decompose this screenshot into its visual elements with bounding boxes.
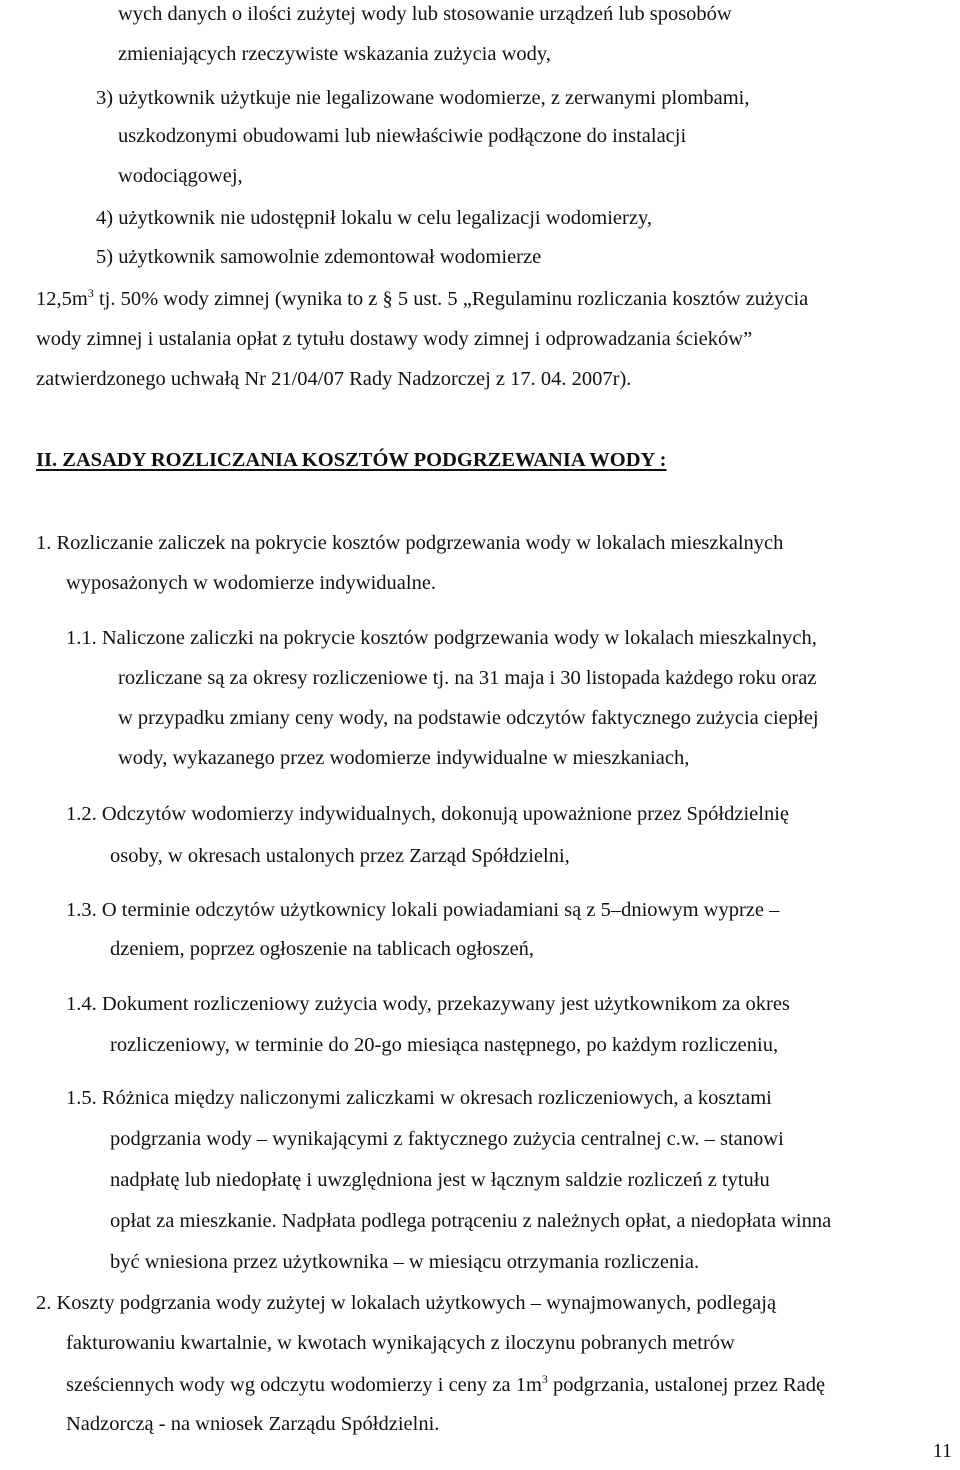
text-line: uszkodzonymi obudowami lub niewłaściwie podłączone do instalacji xyxy=(118,125,687,147)
text-line: zatwierdzonego uchwałą Nr 21/04/07 Rady Nadzorczej z 17. 04. 2007r). xyxy=(36,368,632,390)
list-item-4: 4) użytkownik nie udostępnił lokalu w celu legalizacji wodomierzy, xyxy=(96,207,653,229)
list-item-1-4: 1.4. Dokument rozliczeniowy zużycia wody, przekazywany jest użytkownikom za okres xyxy=(66,993,790,1015)
text-line: rozliczane są za okresy rozliczeniowe tj. na 31 maja i 30 listopada każdego roku oraz xyxy=(118,667,817,689)
list-item-2: 2. Koszty podgrzania wody zużytej w lokalach użytkowych – wynajmowanych, podlegają xyxy=(36,1292,777,1314)
list-item-5: 5) użytkownik samowolnie zdemontował wodomierze xyxy=(96,246,542,268)
superscript: 3 xyxy=(541,1372,548,1386)
text-fragment: tj. 50% wody zimnej (wynika to z § 5 ust. 5 „Regulaminu rozliczania kosztów zużycia xyxy=(93,288,809,310)
page-number: 11 xyxy=(932,1440,952,1462)
text-line: opłat za mieszkanie. Nadpłata podlega potrąceniu z należnych opłat, a niedopłata winna xyxy=(110,1210,832,1232)
text-line: wody, wykazanego przez wodomierze indywidualne w mieszkaniach, xyxy=(118,747,690,769)
text-line-with-superscript xyxy=(66,1373,825,1397)
text-line: fakturowaniu kwartalnie, w kwotach wynikających z iloczynu pobranych metrów xyxy=(66,1332,735,1354)
text-fragment: 12,5m xyxy=(36,288,88,310)
text-line: Nadzorczą - na wniosek Zarządu Spółdzielni. xyxy=(66,1413,440,1435)
text-line: wody zimnej i ustalania opłat z tytułu dostawy wody zimnej i odprowadzania ścieków” xyxy=(36,328,753,350)
text-line: nadpłatę lub niedopłatę i uwzględniona jest w łącznym saldzie rozliczeń z tytułu xyxy=(110,1169,770,1191)
superscript: 3 xyxy=(87,286,94,300)
text-line-with-superscript xyxy=(36,287,808,311)
list-item-3: 3) użytkownik użytkuje nie legalizowane wodomierze, z zerwanymi plombami, xyxy=(96,87,750,109)
text-line: być wniesiona przez użytkownika – w miesiącu otrzymania rozliczenia. xyxy=(110,1251,700,1273)
list-item-1-1: 1.1. Naliczone zaliczki na pokrycie kosztów podgrzewania wody w lokalach mieszkalnych, xyxy=(66,627,817,649)
list-item-1-3: 1.3. O terminie odczytów użytkownicy lokali powiadamiani są z 5–dniowym wyprze – xyxy=(66,899,780,921)
list-item-1-2: 1.2. Odczytów wodomierzy indywidualnych, dokonują upoważnione przez Spółdzielnię xyxy=(66,803,790,825)
text-line: wyposażonych w wodomierze indywidualne. xyxy=(66,572,437,594)
list-item-1-5: 1.5. Różnica między naliczonymi zaliczkami w okresach rozliczeniowych, a kosztami xyxy=(66,1087,772,1109)
text-line: rozliczeniowy, w terminie do 20-go miesiąca następnego, po każdym rozliczeniu, xyxy=(110,1034,779,1056)
text-fragment: sześciennych wody wg odczytu wodomierzy i ceny za 1m xyxy=(66,1374,542,1396)
text-line: osoby, w okresach ustalonych przez Zarząd Spółdzielni, xyxy=(110,845,570,867)
text-line: zmieniających rzeczywiste wskazania zużycia wody, xyxy=(118,43,551,65)
text-fragment: podgrzania, ustalonej przez Radę xyxy=(547,1374,826,1396)
list-item-1: 1. Rozliczanie zaliczek na pokrycie kosztów podgrzewania wody w lokalach mieszkalnych xyxy=(36,532,784,554)
text-line: w przypadku zmiany ceny wody, na podstawie odczytów faktycznego zużycia ciepłej xyxy=(118,707,819,729)
text-line: wodociągowej, xyxy=(118,165,243,187)
section-heading: II. ZASADY ROZLICZANIA KOSZTÓW PODGRZEWANIA WODY : xyxy=(36,449,667,471)
text-line: podgrzania wody – wynikającymi z faktycznego zużycia centralnej c.w. – stanowi xyxy=(110,1128,784,1150)
text-line: dzeniem, poprzez ogłoszenie na tablicach ogłoszeń, xyxy=(110,938,535,960)
text-line: wych danych o ilości zużytej wody lub stosowanie urządzeń lub sposobów xyxy=(118,3,732,25)
